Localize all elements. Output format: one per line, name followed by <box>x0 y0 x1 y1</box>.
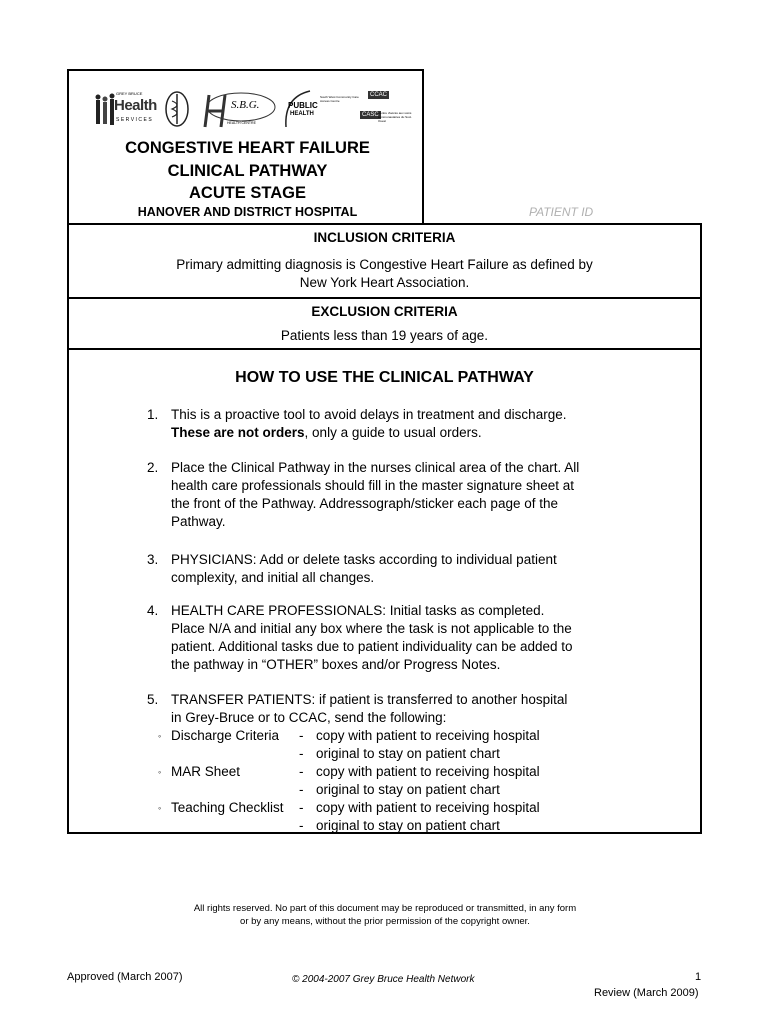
header-box <box>67 69 424 223</box>
title-line-1: CONGESTIVE HEART FAILURE <box>125 139 370 157</box>
divider <box>69 297 700 299</box>
transfer-copy: copy with patient to receiving hospital <box>316 764 540 779</box>
hospital-name: HANOVER AND DISTRICT HOSPITAL <box>137 205 358 219</box>
grey-bruce-health-logo: GREY BRUCE Health SERVICES <box>94 89 159 131</box>
transfer-label: MAR Sheet <box>171 764 241 779</box>
transfer-copy: copy with patient to receiving hospital <box>316 800 540 815</box>
page-number: 1 <box>695 971 702 983</box>
bullet-icon: ◦ <box>158 767 162 777</box>
criteria-box: INCLUSION CRITERIA Primary admitting diagnosis is Congestive Heart Failure as defined by New York Heart Association. EXCLUSION CRITERIA Patients less than 19 years of age. HOW TO USE THE CLINICAL PATHWAY 1. This is a proactive tool to avoid delays in treatment and discharge. These are not orders, only a guide to usual orders. 2. Place the Clinical Pathway in the nurses clinical area of the chart. All health care professionals should fill in the master signature sheet at the front of the Pathway. Addressograph/sticker each page of the Pathway. 3. PHYSICIANS: Add or delete tasks according to individual patient complexity, and initial all changes. 4. HEALTH CARE PROFESSIONALS: Initial tasks as completed. Place N/A and initial any box where the task is not applicable to the patient. Additional tasks due to patient individuality can be added to the pathway in “OTHER” boxes and/or Progress Notes. 5. TRANSFER PATIENTS: if patient is transferred to another hospital in Grey-Bruce or to CCAC, send the following: ◦ Discharge Criteria - copy with patient to receiving hospital - original to stay on patient chart ◦ MAR Sheet - copy with patient to receiving hospital - original to stay on patient chart ◦ Teaching Checklist - copy with patient to receiving hospital - original to stay on patient chart <box>67 223 702 834</box>
howto-title: HOW TO USE THE CLINICAL PATHWAY <box>235 369 534 386</box>
sbg-health-centre-logo: S.B.G. HEALTH CENTRE <box>197 89 277 131</box>
bullet-icon: ◦ <box>158 731 162 741</box>
exclusion-line-1: Patients less than 19 years of age. <box>280 328 489 343</box>
caduceus-logo-icon <box>164 89 190 129</box>
transfer-original: original to stay on patient chart <box>316 746 500 761</box>
rights-line-2: or by any means, without the prior permission of the copyright owner. <box>240 916 530 927</box>
transfer-original: original to stay on patient chart <box>316 818 500 833</box>
transfer-label: Discharge Criteria <box>171 728 280 743</box>
inclusion-title: INCLUSION CRITERIA <box>313 230 456 245</box>
transfer-copy: copy with patient to receiving hospital <box>316 728 540 743</box>
logo-strip <box>94 85 414 135</box>
copyright: © 2004-2007 Grey Bruce Health Network <box>292 974 475 985</box>
divider <box>69 348 700 350</box>
inclusion-line-1: Primary admitting diagnosis is Congestive Heart Failure as defined by <box>176 257 593 272</box>
public-health-logo: PUBLIC HEALTH <box>282 87 314 131</box>
title-line-3: ACUTE STAGE <box>188 184 307 202</box>
exclusion-title: EXCLUSION CRITERIA <box>311 304 458 319</box>
rights-line-1: All rights reserved. No part of this document may be reproduced or transmitted, in any form <box>193 903 577 914</box>
transfer-original: original to stay on patient chart <box>316 782 500 797</box>
bullet-icon: ◦ <box>158 803 162 813</box>
review-date: Review (March 2009) <box>594 987 699 999</box>
ccac-logo: South West Community Care Access Centre CCAC CASC Centre d'accès aux soins communautaires du Sud-Ouest <box>320 92 412 123</box>
title-line-2: CLINICAL PATHWAY <box>167 162 328 180</box>
approved-date: Approved (March 2007) <box>67 971 183 983</box>
transfer-label: Teaching Checklist <box>171 800 284 815</box>
patient-id-label: PATIENT ID <box>529 205 594 219</box>
inclusion-line-2: New York Heart Association. <box>299 275 470 290</box>
